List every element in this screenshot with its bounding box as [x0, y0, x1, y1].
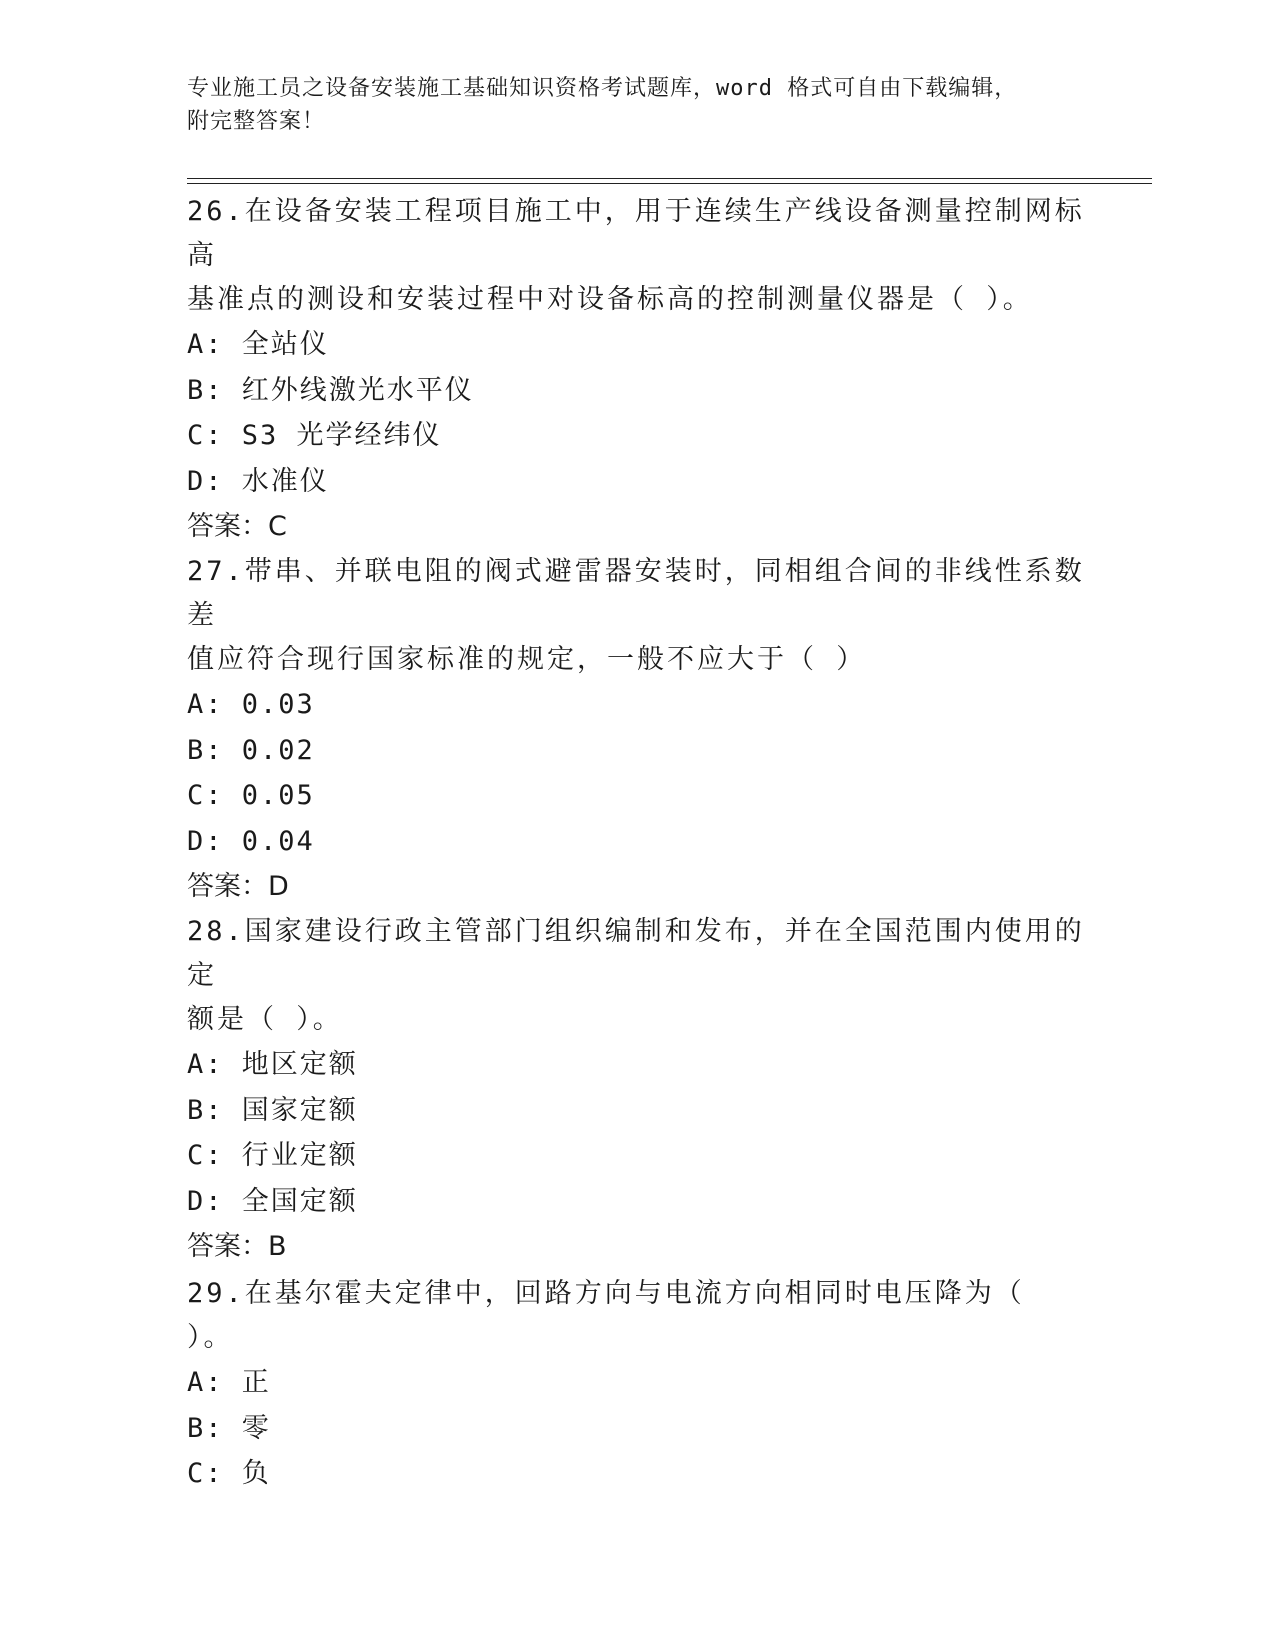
option-a: A: 正 — [187, 1367, 271, 1398]
option-d: D: 全国定额 — [187, 1185, 358, 1217]
answer: 答案：C — [187, 511, 287, 542]
question-28 — [187, 910, 1087, 1269]
option-c: C: 行业定额 — [187, 1140, 358, 1171]
option-d: D: 0.04 — [187, 825, 315, 857]
option-a: A: 地区定额 — [187, 1049, 358, 1080]
document-header — [187, 72, 1087, 138]
header-line-1: 专业施工员之设备安装施工基础知识资格考试题库，word 格式可自由下载编辑， — [187, 76, 1018, 101]
option-a: A: 0.03 — [187, 689, 315, 720]
header-divider-bottom — [187, 183, 1152, 184]
option-b: B: 国家定额 — [187, 1094, 358, 1126]
option-c: C: 0.05 — [187, 780, 315, 811]
option-c: C: S3 光学经纬仪 — [187, 420, 442, 451]
question-stem-line: 基准点的测设和安装过程中对设备标高的控制测量仪器是（ ）。 — [187, 284, 1033, 315]
option-b: B: 0.02 — [187, 734, 315, 766]
answer: 答案：D — [187, 871, 289, 902]
option-a: A: 全站仪 — [187, 329, 329, 360]
question-stem-line: 28.国家建设行政主管部门组织编制和发布，并在全国范围内使用的定 — [187, 916, 1085, 991]
option-c: C: 负 — [187, 1458, 271, 1489]
question-stem-line: 值应符合现行国家标准的规定，一般不应大于（ ） — [187, 644, 867, 675]
question-26 — [187, 190, 1087, 549]
question-29 — [187, 1272, 1087, 1497]
header-divider-top — [187, 178, 1152, 179]
option-b: B: 红外线激光水平仪 — [187, 374, 474, 406]
question-stem-line: 额是（ ）。 — [187, 1004, 343, 1035]
option-b: B: 零 — [187, 1412, 271, 1444]
question-stem-line: 27.带串、并联电阻的阀式避雷器安装时，同相组合间的非线性系数差 — [187, 556, 1085, 631]
header-line-2: 附完整答案！ — [187, 109, 326, 134]
question-stem-line: 26.在设备安装工程项目施工中，用于连续生产线设备测量控制网标高 — [187, 196, 1085, 271]
question-27 — [187, 550, 1087, 909]
answer: 答案：B — [187, 1231, 287, 1262]
option-d: D: 水准仪 — [187, 465, 329, 497]
question-stem-line: 29.在基尔霍夫定律中，回路方向与电流方向相同时电压降为（ ）。 — [187, 1278, 1025, 1353]
